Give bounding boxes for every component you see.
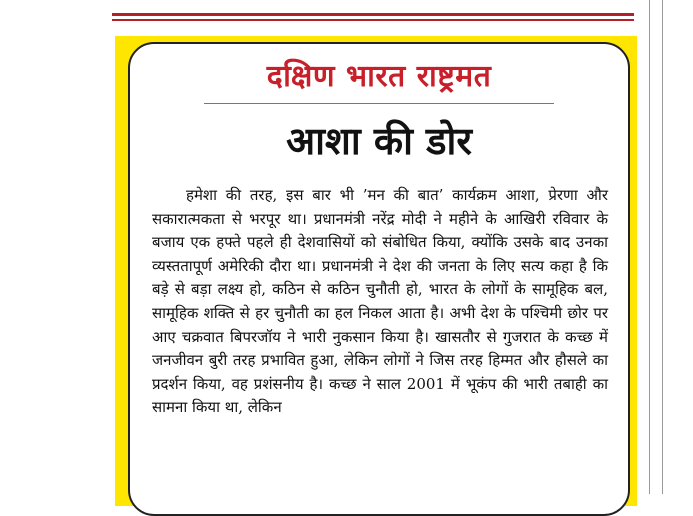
column-divider [649,0,650,494]
editorial-panel [128,42,630,516]
title-divider [204,103,554,104]
column-divider [662,0,663,494]
editorial-headline: आशा की डोर [286,119,472,163]
top-rule [112,13,634,16]
editorial-body: हमेशा की तरह, इस बार भी ’मन की बात’ कार्यक्रम आशा, प्रेरणा और सकारात्मकता से भरपूर था। प्रधानमंत्री नरेंद्र मोदी ने महीने के आखिरी रविवार के बजाय एक हफ्ते पहले ही देशवासियों को संबोधित किया, क्योंकि उसके बाद उनका व्यस्ततापूर्ण अमेरिकी दौरा था। प्रधानमंत्री ने देश की जनता के लिए सत्य कहा है कि बड़े से बड़ा लक्ष्य हो, कठिन से कठिन चुनौती हो, भारत के लोगों के सामूहिक बल, सामूहिक शक्ति से हर चुनौती का हल निकल आता है। अभी देश के पश्चिमी छोर पर आए चक्रवात बिपरजॉय ने भारी नुकसान किया है। खासतौर से गुजरात के कच्छ में जनजीवन बुरी तरह प्रभावित हुआ, लेकिन लोगों ने जिस तरह हिम्मत और हौसले का प्रदर्शन किया, वह प्रशंसनीय है। कच्छ ने साल 2001 में भूकंप की भारी तबाही का सामना किया था, लेकिन [152,186,608,417]
edition-title: दक्षिण भारत राष्ट्रमत [266,59,492,94]
top-rule-thin [112,19,634,21]
